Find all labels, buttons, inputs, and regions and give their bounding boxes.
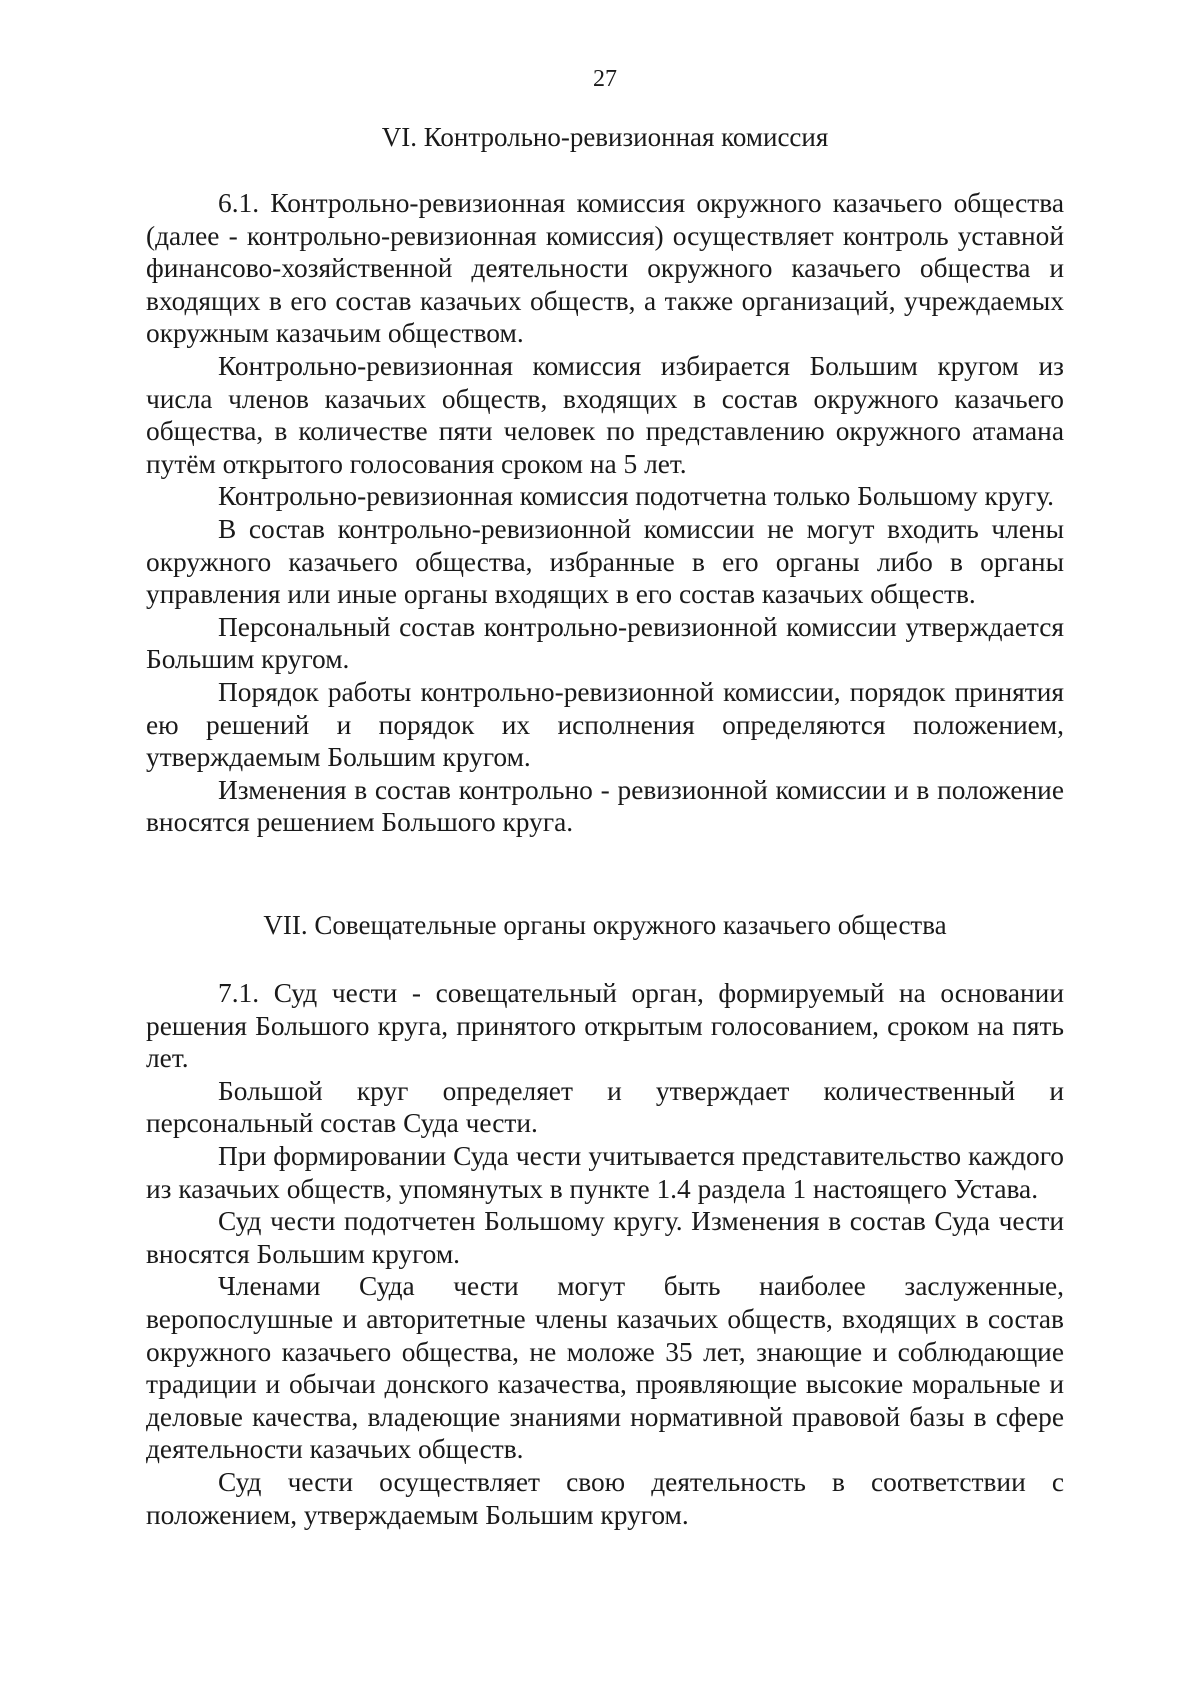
paragraph: При формировании Суда чести учитывается представительство каждого из казачьих обществ, упомянутых в пункте 1.4 раздела 1 настоящего Устава.: [146, 1140, 1064, 1204]
paragraph: Контрольно-ревизионная комиссия подотчетна только Большому кругу.: [218, 481, 1054, 512]
section-6-title: VI. Контрольно-ревизионная комиссия: [381, 122, 829, 152]
paragraph: Персональный состав контрольно-ревизионной комиссии утверждается Большим кругом.: [146, 611, 1064, 675]
paragraph: Большой круг определяет и утверждает количественный и персональный состав Суда чести.: [146, 1075, 1064, 1139]
paragraph: Членами Суда чести могут быть наиболее заслуженные, веропослушные и авторитетные члены казачьих обществ, входящих в состав окружного казачьего общества, не моложе 35 лет, знающие и соблюдающие традиции и обычаи донского казачества, проявляющие высокие моральные и деловые качества, владеющие знаниями нормативной правовой базы в сфере деятельности казачьих обществ.: [146, 1271, 1064, 1465]
paragraph: 6.1. Контрольно-ревизионная комиссия окружного казачьего общества (далее - контрольно-ревизионная комиссия) осуществляет контроль уставной финансово-хозяйственной деятельности окружного казачьего общества и входящих в его состав казачьих обществ, а также организаций, учреждаемых окружным казачьим обществом.: [146, 188, 1064, 349]
paragraph: Суд чести подотчетен Большому кругу. Изменения в состав Суда чести вносятся Большим кругом.: [146, 1206, 1064, 1269]
paragraph: В состав контрольно-ревизионной комиссии не могут входить члены окружного казачьего общества, избранные в его органы либо в органы управления или иные органы входящих в его состав казачьих обществ.: [146, 513, 1064, 610]
page-number: 27: [593, 66, 617, 92]
section-7-body: [146, 977, 1064, 1531]
paragraph: Изменения в состав контрольно - ревизионной комиссии и в положение вносятся решением Большого круга.: [146, 774, 1064, 838]
paragraph: Контрольно-ревизионная комиссия избирается Большим кругом из числа членов казачьих обществ, входящих в состав окружного казачьего общества, в количестве пяти человек по представлению окружного атамана путём открытого голосования сроком на 5 лет.: [146, 350, 1064, 479]
paragraph: Суд чести осуществляет свою деятельность в соответствии с положением, утверждаемым Большим кругом.: [146, 1466, 1064, 1530]
paragraph: 7.1. Суд чести - совещательный орган, формируемый на основании решения Большого круга, принятого открытым голосованием, сроком на пять лет.: [146, 978, 1064, 1074]
section-6-body: [146, 187, 1064, 839]
paragraph: Порядок работы контрольно-ревизионной комиссии, порядок принятия ею решений и порядок их исполнения определяются положением, утверждаемым Большим кругом.: [146, 676, 1064, 773]
section-7-title: VII. Совещательные органы окружного казачьего общества: [263, 910, 947, 940]
